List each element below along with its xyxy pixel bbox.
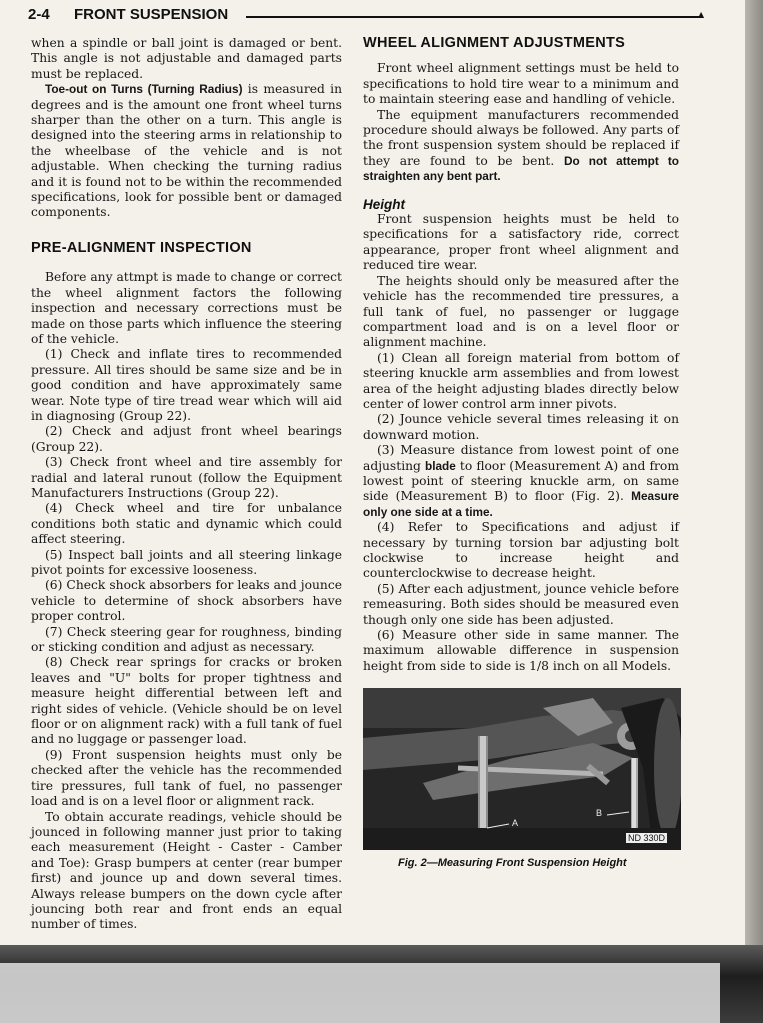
- wa-paragraph-1: Front wheel alignment settings must be held to specifications to hold tire wear to a minimum and to maintain steering ease and handling of vehicle.: [363, 61, 679, 107]
- height-heading: Height: [363, 196, 405, 212]
- height-step-5: (5) After each adjustment, jounce vehicle before remeasuring. Both sides should be measured even though only one side has been adjusted.: [363, 581, 679, 627]
- suspension-photo-illustration: [363, 688, 681, 850]
- right-column: [363, 36, 679, 734]
- left-column: [31, 36, 342, 933]
- page-edge-shadow: [745, 0, 763, 945]
- height-paragraph-2: The heights should only be measured after the vehicle has the recommended tire pressures, a full tank of fuel, no passenger or luggage compartment load and is on a level floor or alignment machine.: [363, 273, 679, 350]
- suspension-height-figure: [363, 688, 681, 850]
- page-number: 2-4: [28, 6, 50, 23]
- inspection-step-7: (7) Check steering gear for roughness, binding or sticking condition and adjust as necessary.: [31, 624, 342, 655]
- background-strip: [0, 963, 720, 1023]
- inspection-step-9: (9) Front suspension heights must only be checked after the vehicle has the recommended tire pressures, full tank of fuel, no passenger load and is on a level floor or alignment rack.: [31, 747, 342, 809]
- inspection-step-4: (4) Check wheel and tire for unbalance conditions both static and dynamic which could affect steering.: [31, 501, 342, 547]
- section-title: FRONT SUSPENSION: [74, 6, 229, 23]
- inspection-step-8: (8) Check rear springs for cracks or broken leaves and "U" bolts for proper tightness and measure height differential between left and right sides of vehicle. (Vehicle should be on level floor or on alignment rack) with a full tank of fuel and no luggage or passenger load.: [31, 655, 342, 747]
- height-step-6: (6) Measure other side in same manner. The maximum allowable difference in suspension height from side to side is 1/8 inch on all Models.: [363, 628, 679, 673]
- pre-alignment-heading: PRE-ALIGNMENT INSPECTION: [31, 239, 252, 256]
- scanner-bed-background: [0, 945, 763, 1023]
- height-step-4: (4) Refer to Specifications and adjust if necessary by turning torsion bar adjusting bolt clockwise to increase height and counterclockwise to decrease height.: [363, 520, 679, 581]
- figure-caption: Fig. 2—Measuring Front Suspension Height: [398, 857, 627, 869]
- intro-paragraph: when a spindle or ball joint is damaged or bent. This angle is not adjustable and damaged parts must be replaced.: [31, 36, 342, 81]
- toe-out-paragraph: [31, 82, 342, 221]
- height-step-3: [363, 443, 679, 520]
- figure-code: ND 330D: [628, 833, 666, 843]
- jounce-instructions: To obtain accurate readings, vehicle should be jounced in following manner just prior to taking each measurement (Height - Caster - Camber and Toe): Grasp bumpers at center (rear bumper first) and jounce up and down several times. Always release bumpers on the down cycle after jouncing both rear and front ends an equal number of times.: [31, 809, 342, 932]
- inspection-step-6: (6) Check shock absorbers for leaks and jounce vehicle to determine of shock absorbers have proper control.: [31, 578, 342, 624]
- header-rule: [246, 16, 700, 18]
- wa-paragraph-2-text: The equipment manufacturers recommended procedure should always be followed. Any parts of the front suspension system should be replaced if they are found to be bent.: [363, 107, 679, 168]
- height-step-3-text-a: (3) Measure distance from lowest point of one adjusting: [363, 443, 679, 473]
- figure-label-a: A: [512, 818, 519, 828]
- inspection-step-2: (2) Check and adjust front wheel bearings (Group 22).: [31, 424, 342, 454]
- page-header: [28, 6, 705, 24]
- figure-label-b: B: [596, 808, 603, 818]
- straighten-warning: Do not attempt to straighten any bent part.: [363, 153, 679, 184]
- pre-alignment-intro: Before any attmpt is made to change or correct the wheel alignment factors the following inspection and necessary corrections must be made on those parts which influence the steering of the vehicle.: [31, 270, 342, 346]
- wheel-alignment-heading: WHEEL ALIGNMENT ADJUSTMENTS: [363, 35, 626, 51]
- blade-term: blade: [425, 458, 456, 473]
- measure-one-side-note: Measure only one side at a time.: [363, 489, 679, 519]
- toe-out-term: Toe-out on Turns (Turning Radius): [45, 82, 243, 97]
- height-step-3-text-b: to floor (Measurement A) and from lowest point of steering knuckle arm, on same side (Measurement B) to floor (Fig. 2).: [363, 458, 679, 504]
- header-arrow-icon: ▲: [698, 10, 705, 19]
- height-paragraph-1: Front suspension heights must be held to specifications for a satisfactory ride, correct appearance, proper front wheel alignment and reduced tire wear.: [363, 212, 679, 273]
- toe-out-text: is measured in degrees and is the amount one front wheel turns sharper than the other on a turn. This angle is designed into the steering arms in relationship to the wheelbase of the vehicle and is not adjustable. When checking the turning radius and it is found not to be within the recommended specifications, look for possible bent or damaged components.: [31, 82, 342, 220]
- inspection-step-1: (1) Check and inflate tires to recommended pressure. All tires should be same size and be in good condition and have approximately same wear. Note type of tire tread wear which will aid in diagnosing (Group 22).: [31, 347, 342, 423]
- inspection-step-5: (5) Inspect ball joints and all steering linkage pivot points for excessive looseness.: [31, 547, 342, 577]
- height-step-2: (2) Jounce vehicle several times releasing it on downward motion.: [363, 412, 679, 442]
- wa-paragraph-2: [363, 108, 679, 185]
- inspection-step-3: (3) Check front wheel and tire assembly for radial and lateral runout (follow the Equipment Manufacturers Instructions (Group 22).: [31, 455, 342, 500]
- height-step-1: (1) Clean all foreign material from bottom of steering knuckle arm assemblies and from lowest area of the height adjusting blades directly below center of lower control arm inner pivots.: [363, 350, 679, 411]
